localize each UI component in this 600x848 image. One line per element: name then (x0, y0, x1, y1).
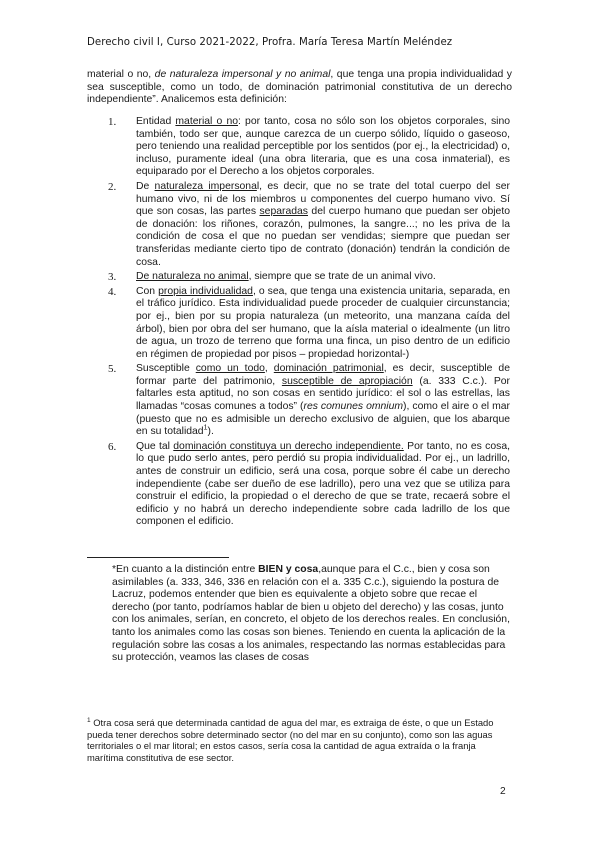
footnote-reference[interactable]: 1 (203, 424, 208, 432)
item-text: , es decir, susceptible de formar parte del patrimonio, (136, 363, 510, 387)
note-bold-term: BIEN y cosa (258, 564, 319, 575)
footnote-marker: 1 (87, 716, 91, 724)
list-number: 4. (108, 285, 117, 298)
item-text: Entidad (136, 116, 176, 127)
item-text: ), como el aire o el mar (puesto que no es admisible un derecho exclusivo de alguien, que los abarque en su totalidad (136, 401, 510, 438)
footnote (87, 717, 512, 763)
page-header: Derecho civil I, Curso 2021-2022, Profra. María Teresa Martín Meléndez (87, 37, 453, 48)
list-number: 6. (108, 440, 117, 453)
item-text: De (136, 180, 155, 192)
item-underlined-term: propia individualidad (158, 285, 253, 297)
note-paragraph (112, 564, 512, 665)
item-underlined-term: separadas (259, 206, 308, 218)
item-text: Susceptible (136, 363, 196, 375)
intro-text-3: , que tenga una propia individualidad y sea susceptible, como un todo, de dominación patrimonial constitutiva de un derecho independiente”. Analicemos esta definición: (87, 69, 513, 106)
item-text: (a. 333 C.c.). Por faltarles esta aptitud, no son cosas en sentido jurídico: el sol o las estrellas, las llamadas “cosas comunes a todos” ( (136, 375, 510, 413)
item-text: del cuerpo humano que puedan ser objeto de donación: los riñones, corazón, pulmones, la sangre...; no les priva de la condición de cosa el que no puedan ser vendidas; siempre que puedan ser transferidas mediante cierto tipo de contrato (donación) tendrán la condición de cosa. (136, 206, 510, 268)
item-italic-term: res comunes omnium (303, 401, 404, 413)
item-underlined-term: naturaleza impersona (154, 180, 257, 192)
list-number: 5. (108, 363, 117, 376)
note-separator (87, 557, 229, 558)
intro-text-1: material o no, (87, 69, 155, 80)
item-underlined-term: como un todo (195, 363, 265, 375)
item-text: Con (136, 285, 159, 297)
item-text: , siempre que se trate de un animal vivo. (248, 271, 436, 283)
item-text: l, es decir, que no se trate del total cuerpo del ser humano vivo, ni de los miembros u componentes del cuerpo humano vivo. Sí que son cosas, las partes (136, 180, 510, 218)
definition-list (108, 116, 510, 531)
list-item (108, 271, 510, 284)
list-item (108, 363, 510, 439)
item-text: ). (207, 426, 214, 438)
list-number: 1. (108, 116, 117, 128)
item-underlined-term: material o no (175, 116, 239, 127)
intro-paragraph (87, 69, 512, 107)
item-text: Por tanto, no es cosa, lo que pudo serlo antes, pero perdió su propia individualidad. Por ej., un ladrillo, antes de construir un edificio, será una cosa, porque sobre él cabe un derecho independiente (cabe ser dueño de ese ladrillo), pero una vez que se utiliza para construir el edificio, la propiedad o el derecho de que se trate, recaerá sobre el edificio y no habrá un derecho independiente sobre cada ladrillo de los que componen el edificio. (136, 440, 510, 528)
list-item (108, 286, 510, 362)
item-underlined-term: susceptible de apropiación (281, 375, 413, 387)
list-item (108, 181, 510, 269)
item-text: : por tanto, cosa no sólo son los objetos corporales, sino también, todo ser que, aunque carezca de un cuerpo sólido, líquido o gaseoso, pero teniendo una realidad perceptible por los sentidos (por ej., la electricidad) o, incluso, puramente ideal (una obra literaria, que es una cosa inmaterial), es equiparado por el Derecho a los objetos corporales. (136, 116, 510, 178)
item-underlined-term: dominación patrimonial (273, 363, 384, 375)
list-item (108, 441, 510, 529)
list-number: 2. (108, 180, 117, 193)
note-text: ,aunque para el C.c., bien y cosa son asimilables (a. 333, 346, 336 en relación con el a. 335 C.c.), siguiendo la postura de Lacruz, podemos entender que bien es equivalente a objeto sobre que recae el derecho (por tanto, podríamos hablar de bien u objeto del derecho) y las cosas, junto con los animales, serían, en concreto, el objeto de los derechos reales. En conclusión, tanto los animales como las cosas son bienes. Teniendo en cuenta la aplicación de la regulación sobre las cosas a los animales, respectando las normas establecidas para su protección, veamos las clases de cosas (112, 564, 510, 664)
item-underlined-term: dominación constituya un derecho independiente. (173, 440, 404, 452)
list-number: 3. (108, 271, 117, 284)
intro-text-italic: de naturaleza impersonal y no animal (154, 69, 331, 80)
page-number: 2 (500, 786, 506, 797)
note-text: *En cuanto a la distinción entre (112, 564, 259, 575)
item-text: , o sea, que tenga una existencia unitaria, separada, en el tráfico jurídico. Esta individualidad puede proceder de cualquier circunstancia; por ej., bien por su propia naturaleza (un meteorito, una manzana caída del árbol), bien por obra del ser humano, que la aísla material o idealmente (un litro de agua, un trozo de terreno que forma una finca, un piso dentro de un edificio en régimen de propiedad por pisos – propiedad horizontal-) (136, 285, 510, 360)
footnote-text: Otra cosa será que determinada cantidad de agua del mar, es extraiga de éste, o que un Estado pueda tener derechos sobre determinado sector (no del mar en su conjunto), como son las aguas territoriales o el mar litoral; en estos casos, sería cosa la cantidad de agua extraída o la franja marítima constitutiva de ese sector. (87, 717, 494, 763)
item-text: Que tal (136, 440, 174, 452)
list-item (108, 116, 510, 179)
item-underlined-term: De naturaleza no animal (136, 271, 249, 283)
item-text: , (264, 363, 274, 375)
